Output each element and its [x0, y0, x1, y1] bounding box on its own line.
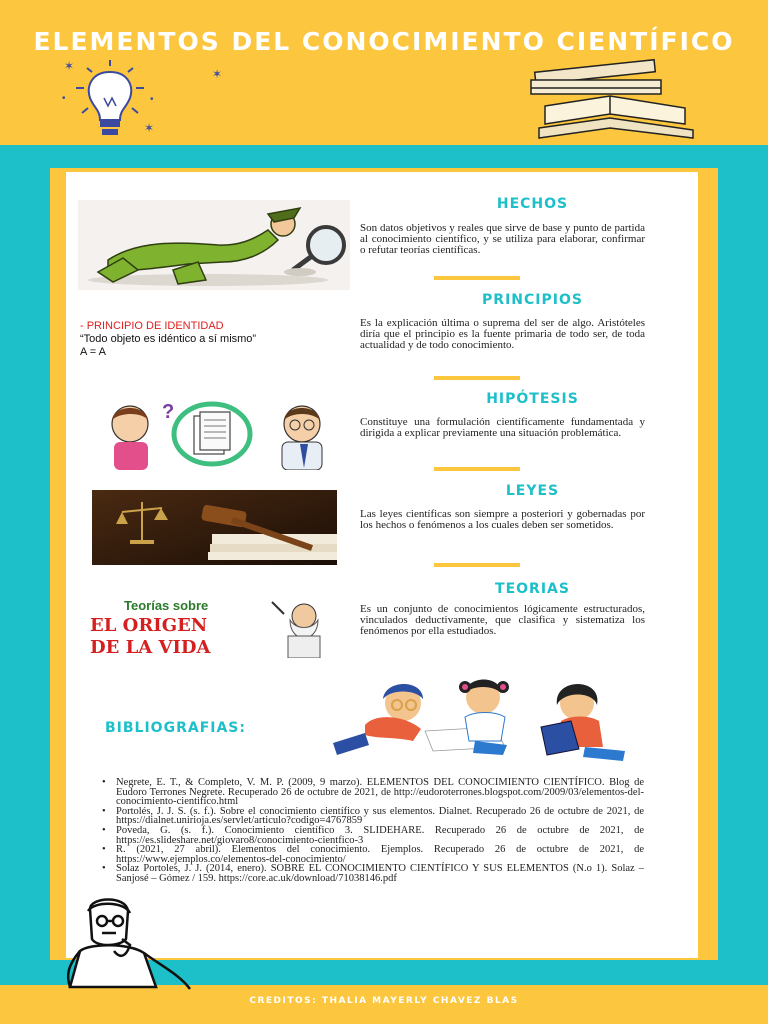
principio-quote: “Todo objeto es idéntico a sí mismo” [80, 333, 257, 345]
principio-formula: A = A [80, 346, 106, 358]
teorias-image-line2: EL ORIGEN [90, 615, 208, 636]
law-gavel-image [92, 490, 337, 565]
section-title-teorias: TEORIAS [495, 581, 570, 597]
bibliography-item: • Solaz Portoles, J. J. (2014, enero). SOBRE EL CONOCIMIENTO CIENTÍFICO Y SUS ELEMENTOS (N.o 1). Solaz – Sanjosé – Gómez / 159. https://core.ac.uk/download/71038146.pdf [102, 864, 644, 883]
bibliography-item: • Negrete, E. T., & Completo, V. M. P. (2009, 9 marzo). ELEMENTOS DEL CONOCIMIENTO CIENTÍFICO. Blog de Eudoro Terrones Negrete. Recuperado 26 de octubre de 2021, de http://eudoroterrones.blogspot.com/2009/03/elementos-del-conocimiento-cientifico.html [102, 778, 644, 807]
bibliography-item: • R. (2021, 27 abril). Elementos del conocimiento. Ejemplos. Recuperado 26 de octubre de 2021, de https://www.ejemplos.co/elementos-del-conocimiento/ [102, 845, 644, 864]
principio-identidad-box [80, 320, 360, 359]
credits-text: CREDITOS: THALIA MAYERLY CHAVEZ BLAS [249, 996, 519, 1006]
section-text-leyes: Las leyes científicas son siempre a posteriori y gobernadas por los hechos o fenómenos a los cuales deben ser sometidos. [360, 508, 645, 531]
origin-of-life-image [82, 596, 338, 658]
svg-text:•: • [62, 93, 66, 104]
section-title-hipotesis: HIPÓTESIS [486, 391, 579, 407]
books-icon [525, 58, 700, 143]
divider [434, 467, 520, 471]
section-title-principios: PRINCIPIOS [482, 292, 583, 308]
section-text-hechos: Son datos objetivos y reales que sirve de base y punto de partida al conocimiento científico, y se utiliza para elaborar, confirmar o refutar teorías científicas. [360, 222, 645, 256]
divider [434, 376, 520, 380]
thinking-man-image [60, 895, 200, 990]
section-title-hechos: HECHOS [496, 196, 569, 212]
section-text-principios: Es la explicación última o suprema del ser de algo. Aristóteles diría que el principio es la fuente primaria de todo ser, de toda actualidad y de todo conocimiento. [360, 317, 645, 351]
svg-text:✶: ✶ [64, 59, 75, 73]
section-text-hipotesis: Constituye una formulación científicamente fundamentada y dirigida a explicar previamente una situación problemática. [360, 416, 645, 439]
header-band [0, 0, 768, 145]
section-title-leyes: LEYES [505, 483, 560, 499]
page-title: ELEMENTOS DEL CONOCIMIENTO CIENTÍFICO [33, 27, 735, 56]
bibliography-list [102, 778, 644, 884]
svg-text:✶: ✶ [212, 67, 223, 81]
principio-heading: - PRINCIPIO DE IDENTIDAD [80, 320, 224, 332]
divider [434, 276, 520, 280]
detective-image [78, 200, 350, 290]
svg-text:•: • [150, 94, 154, 105]
bibliography-item: • Poveda, G. (s. f.). Conocimiento científico 3. SLIDEHARE. Recuperado 26 de octubre de 2021, de https://es.slideshare.net/giovaro8/conocimiento-cientfico-3 [102, 826, 644, 845]
lightbulb-icon [62, 58, 252, 148]
bibliography-title: BIBLIOGRAFIAS: [105, 720, 246, 736]
svg-text:✶: ✶ [144, 121, 155, 135]
teorias-image-line3: DE LA VIDA [90, 637, 211, 658]
section-text-teorias: Es un conjunto de conocimientos lógicamente estructurados, vinculados deductivamente, que clasifica y sistematiza los fenómenos por ella estudiados. [360, 603, 645, 637]
bibliography-item: • Portolés, J. J. S. (s. f.). Sobre el conocimiento científico y sus elementos. Dialnet. Recuperado 26 de octubre de 2021, de https://dialnet.unirioja.es/servlet/articulo?codigo=4767859 [102, 807, 644, 826]
kids-reading-image [325, 675, 645, 765]
divider [434, 563, 520, 567]
teorias-image-line1: Teorías sobre [124, 598, 209, 613]
hypothesis-image [92, 398, 337, 470]
svg-text:?: ? [162, 401, 175, 423]
